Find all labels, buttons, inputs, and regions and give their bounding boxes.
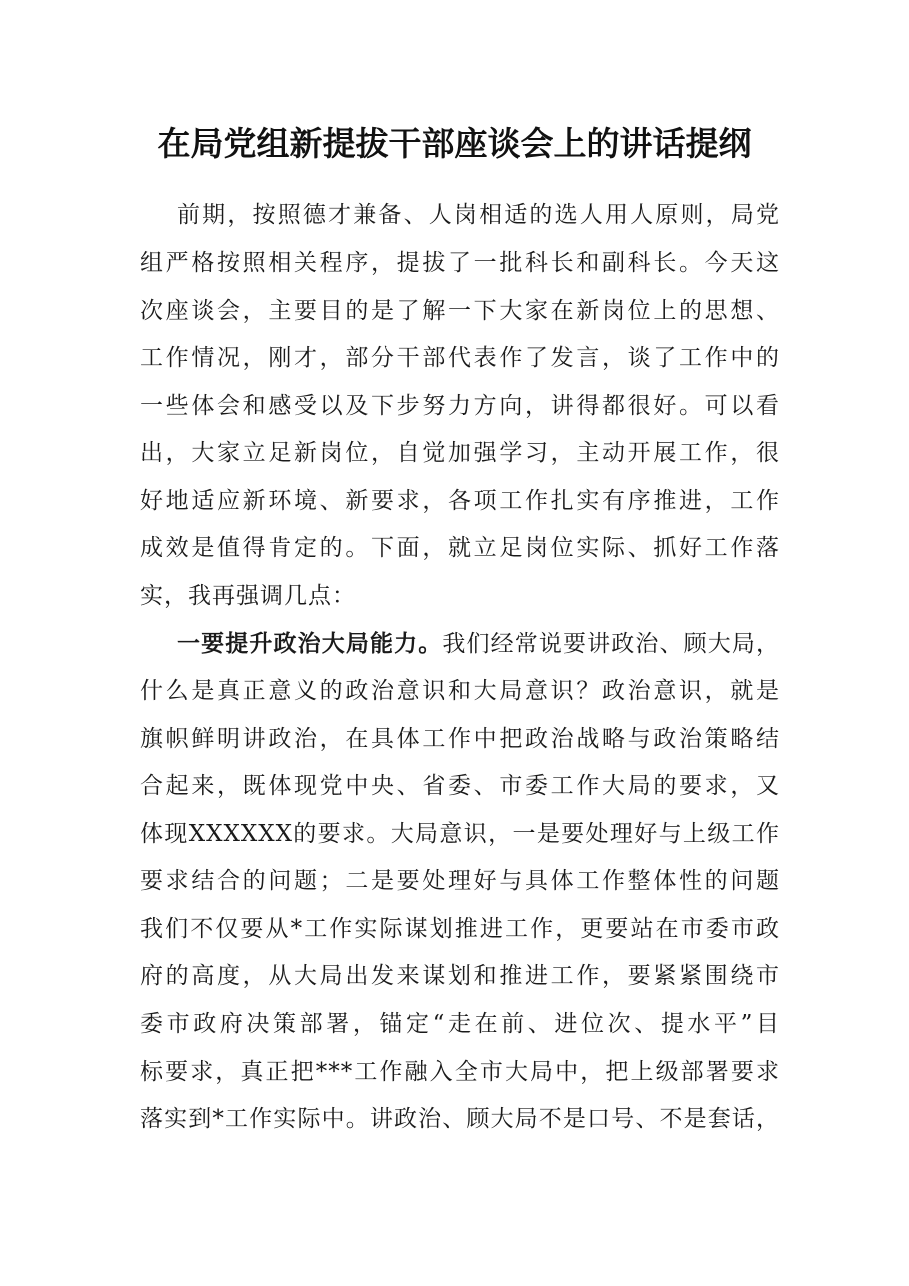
paragraph-2-line-8: 府的高度，从大局出发来谋划和推进工作，要紧紧围绕市 <box>140 963 780 989</box>
paragraph-1-line-3: 次座谈会，主要目的是了解一下大家在新岗位上的思想、 <box>140 298 780 324</box>
paragraph-1-line-1: 前期，按照德才兼备、人岗相适的选人用人原则，局党 <box>177 202 780 228</box>
paragraph-2-line-4: 合起来，既体现党中央、省委、市委工作大局的要求，又 <box>140 773 780 799</box>
paragraph-2-line-11: 落实到*工作实际中。讲政治、顾大局不是口号、不是套话， <box>140 1106 780 1132</box>
paragraph-2-line-3: 旗帜鲜明讲政治，在具体工作中把政治战略与政治策略结 <box>140 726 780 752</box>
paragraph-2-line-2: 什么是真正意义的政治意识和大局意识？政治意识，就是 <box>140 678 780 704</box>
paragraph-2-line-10: 标要求，真正把***工作融入全市大局中，把上级部署要求 <box>140 1059 780 1085</box>
paragraph-2-line-9: 委市政府决策部署，锚定“走在前、进位次、提水平”目 <box>140 1011 780 1037</box>
paragraph-2-heading: 一要提升政治大局能力。 <box>177 630 443 657</box>
paragraph-1-line-5: 一些体会和感受以及下步努力方向，讲得都很好。可以看 <box>140 393 780 419</box>
paragraph-1-line-7: 好地适应新环境、新要求，各项工作扎实有序推进，工作 <box>140 488 780 514</box>
paragraph-1-line-6: 出，大家立足新岗位，自觉加强学习，主动开展工作，很 <box>140 440 780 466</box>
paragraph-2-line-6: 要求结合的问题；二是要处理好与具体工作整体性的问题 <box>140 868 780 894</box>
paragraph-1-line-2: 组严格按照相关程序，提拔了一批科长和副科长。今天这 <box>140 250 780 276</box>
paragraph-2-line-7: 我们不仅要从*工作实际谋划推进工作，更要站在市委市政 <box>140 916 780 942</box>
paragraph-1-line-8: 成效是值得肯定的。下面，就立足岗位实际、抓好工作落 <box>140 535 780 561</box>
document-title: 在局党组新提拔干部座谈会上的讲话提纲 <box>157 124 752 163</box>
paragraph-1-line-9: 实，我再强调几点： <box>140 583 356 609</box>
paragraph-2-line-5: 体现XXXXXX的要求。大局意识，一是要处理好与上级工作 <box>140 821 780 847</box>
paragraph-1-line-4: 工作情况，刚才，部分干部代表作了发言，谈了工作中的 <box>140 345 780 371</box>
paragraph-2-line-1 <box>177 620 780 668</box>
paragraph-2-line-1-text: 我们经常说要讲政治、顾大局， <box>442 631 780 657</box>
